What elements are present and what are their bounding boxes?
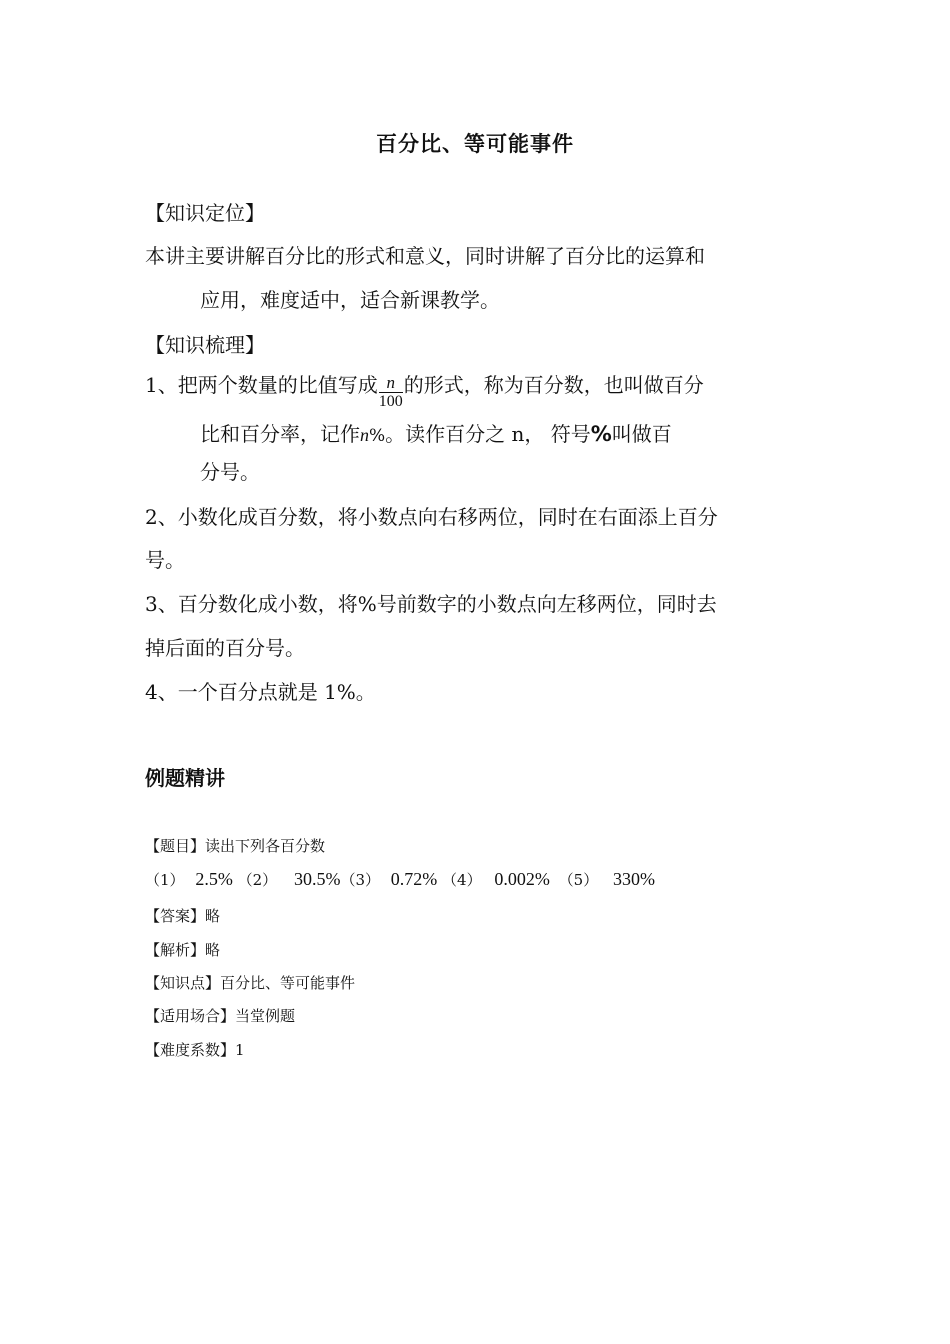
example-answer: 【答案】略	[145, 907, 221, 925]
fraction-numerator: n	[379, 374, 403, 393]
option-value: 2.5%	[195, 869, 233, 889]
review-item-1-suffix: 的形式，称为百分数，也叫做百分	[403, 373, 704, 397]
option-label: （5）	[558, 871, 599, 889]
page-title: 百分比、等可能事件	[376, 132, 574, 156]
percent-symbol: %	[590, 422, 612, 446]
notation-percent: %	[369, 426, 386, 446]
review-item-1-line2-b: 。读作百分之 n， 符号	[385, 422, 591, 446]
notation-n: n	[360, 425, 369, 445]
knowledge-review-heading: 【知识梳理】	[145, 333, 265, 357]
review-item-1-prefix: 1、把两个数量的比值写成	[145, 373, 378, 397]
knowledge-position-heading: 【知识定位】	[145, 201, 265, 225]
fraction-denominator: 100	[378, 393, 403, 410]
example-analysis: 【解析】略	[145, 941, 221, 959]
review-item-3-line1: 3、百分数化成小数，将%号前数字的小数点向左移两位，同时去	[145, 592, 717, 616]
example-difficulty: 【难度系数】1	[145, 1041, 245, 1059]
option-label: （1）	[145, 871, 185, 889]
option-value: 0.002%	[494, 869, 550, 889]
knowledge-position-text-line2: 应用，难度适中，适合新课教学。	[200, 288, 500, 312]
option-value: 0.72%	[390, 869, 438, 889]
example-question: 【题目】读出下列各百分数	[145, 837, 326, 855]
review-item-1-line2-a: 比和百分率，记作	[200, 422, 360, 446]
review-item-1-line1	[145, 368, 704, 410]
option-value: 330%	[612, 869, 655, 889]
example-options	[145, 869, 655, 890]
fraction-n-over-100	[379, 374, 403, 411]
example-knowledge-point: 【知识点】百分比、等可能事件	[145, 974, 356, 992]
review-item-2-line2: 号。	[145, 548, 185, 572]
option-label: （4）	[442, 871, 482, 889]
examples-heading: 例题精讲	[145, 766, 225, 790]
option-label: （3）	[340, 871, 380, 889]
review-item-1-line2	[200, 420, 672, 450]
review-item-2-line1: 2、小数化成百分数，将小数点向右移两位，同时在右面添上百分	[145, 505, 718, 529]
review-item-1-line2-c: 叫做百	[611, 422, 672, 446]
review-item-1-line3: 分号。	[200, 460, 260, 484]
option-value: 30.5%	[293, 869, 341, 889]
review-item-4: 4、一个百分点就是 1%。	[145, 680, 376, 704]
review-item-3-line2: 掉后面的百分号。	[145, 636, 305, 660]
option-label: （2）	[237, 871, 278, 889]
example-usage: 【适用场合】当堂例题	[145, 1007, 296, 1025]
knowledge-position-text-line1: 本讲主要讲解百分比的形式和意义，同时讲解了百分比的运算和	[145, 244, 705, 268]
